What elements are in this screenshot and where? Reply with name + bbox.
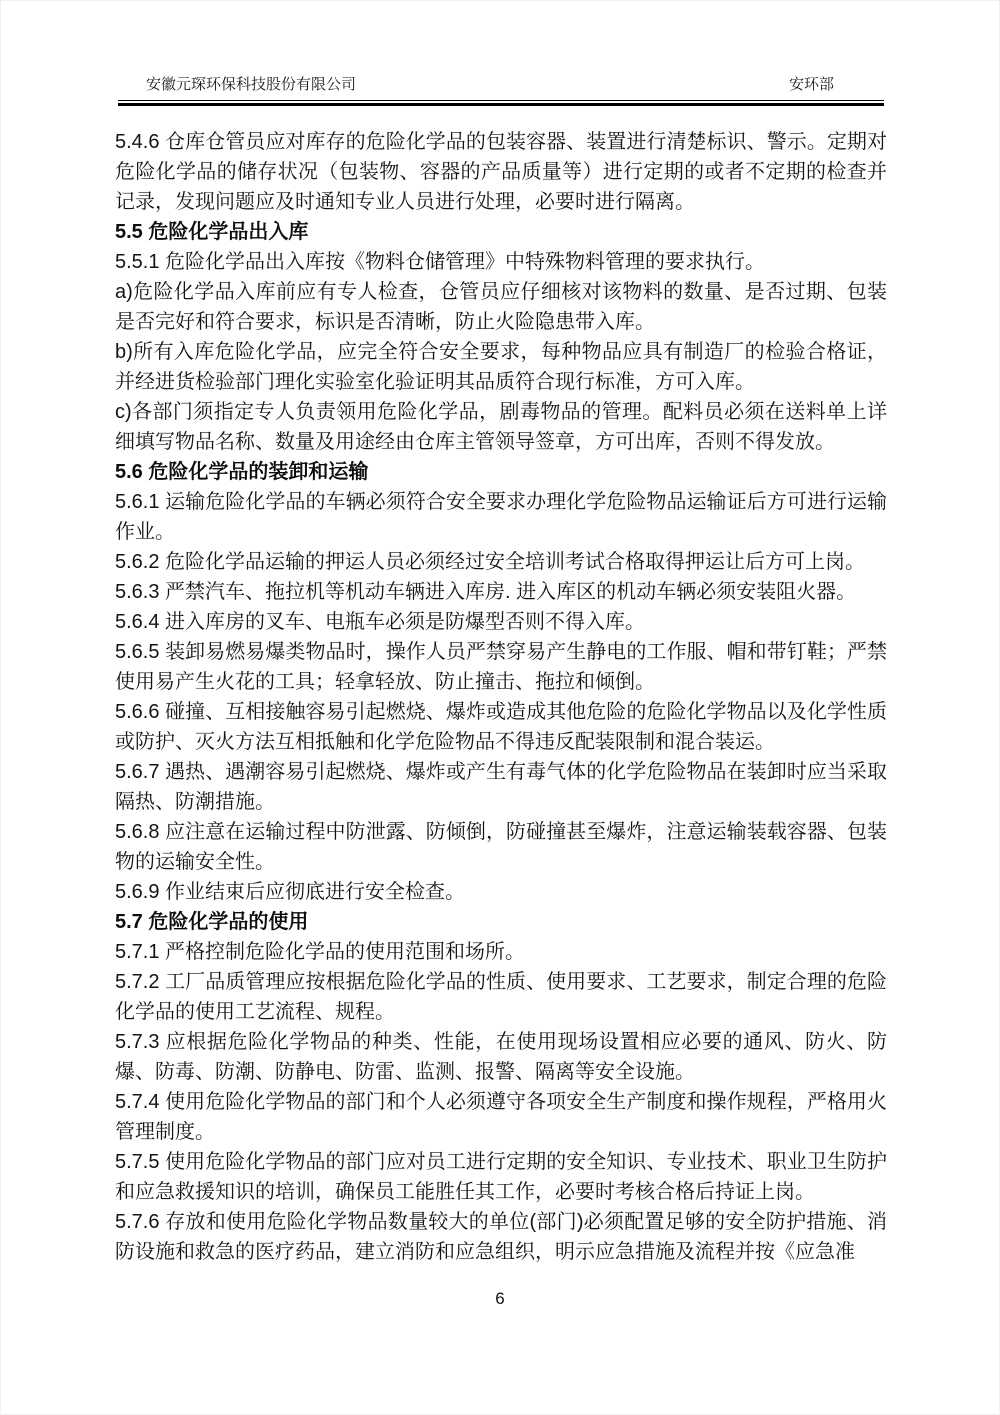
body-paragraph: 5.6.1 运输危险化学品的车辆必须符合安全要求办理化学危险物品运输证后方可进行运输作业。 [115,491,887,543]
department-label: 安环部 [788,76,834,93]
section-heading: 5.7 危险化学品的使用 [115,911,309,933]
document-body [115,127,887,1267]
body-paragraph: a)危险化学品入库前应有专人检查，仓管员应仔细核对该物料的数量、是否过期、包装是否完好和符合要求，标识是否清晰，防止火险隐患带入库。 [115,281,887,333]
body-paragraph: 5.6.5 装卸易燃易爆类物品时，操作人员严禁穿易产生静电的工作服、帽和带钉鞋；严禁使用易产生火花的工具；轻拿轻放、防止撞击、拖拉和倾倒。 [115,641,887,693]
body-paragraph: c)各部门须指定专人负责领用危险化学品，剧毒物品的管理。配料员必须在送料单上详细填写物品名称、数量及用途经由仓库主管领导签章，方可出库，否则不得发放。 [115,401,887,453]
body-paragraph: 5.7.5 使用危险化学物品的部门应对员工进行定期的安全知识、专业技术、职业卫生防护和应急救援知识的培训，确保员工能胜任其工作，必要时考核合格后持证上岗。 [115,1151,887,1203]
header-divider [118,100,884,106]
body-paragraph: 5.7.4 使用危险化学物品的部门和个人必须遵守各项安全生产制度和操作规程，严格用火管理制度。 [115,1091,887,1143]
body-paragraph: 5.6.2 危险化学品运输的押运人员必须经过安全培训考试合格取得押运让后方可上岗。 [115,551,866,573]
body-paragraph: 5.5.1 危险化学品出入库按《物料仓储管理》中特殊物料管理的要求执行。 [115,251,766,273]
page-header [118,75,884,95]
section-heading: 5.6 危险化学品的装卸和运输 [115,461,369,483]
body-paragraph: 5.4.6 仓库仓管员应对库存的危险化学品的包装容器、装置进行清楚标识、警示。定期对危险化学品的储存状况（包装物、容器的产品质量等）进行定期的或者不定期的检查并记录，发现问题应及时通知专业人员进行处理，必要时进行隔离。 [115,131,887,213]
body-paragraph: 5.6.8 应注意在运输过程中防泄露、防倾倒，防碰撞甚至爆炸，注意运输装载容器、包装物的运输安全性。 [115,821,887,873]
body-paragraph: 5.7.6 存放和使用危险化学物品数量较大的单位(部门)必须配置足够的安全防护措施、消防设施和救急的医疗药品，建立消防和应急组织，明示应急措施及流程并按《应急准 [115,1211,887,1263]
body-paragraph: 5.7.3 应根据危险化学物品的种类、性能，在使用现场设置相应必要的通风、防火、防爆、防毒、防潮、防静电、防雷、监测、报警、隔离等安全设施。 [115,1031,887,1083]
body-paragraph: 5.6.4 进入库房的叉车、电瓶车必须是防爆型否则不得入库。 [115,611,646,633]
body-paragraph: 5.7.2 工厂品质管理应按根据危险化学品的性质、使用要求、工艺要求，制定合理的危险化学品的使用工艺流程、规程。 [115,971,887,1023]
body-paragraph: 5.6.3 严禁汽车、拖拉机等机动车辆进入库房. 进入库区的机动车辆必须安装阻火器。 [115,581,857,603]
company-name: 安徽元琛环保科技股份有限公司 [146,76,357,93]
body-paragraph: 5.6.7 遇热、遇潮容易引起燃烧、爆炸或产生有毒气体的化学危险物品在装卸时应当采取隔热、防潮措施。 [115,761,887,813]
body-paragraph: 5.6.9 作业结束后应彻底进行安全检查。 [115,881,466,903]
body-paragraph: 5.7.1 严格控制危险化学品的使用范围和场所。 [115,941,526,963]
body-paragraph: b)所有入库危险化学品，应完全符合安全要求，每种物品应具有制造厂的检验合格证，并经进货检验部门理化实验室化验证明其品质符合现行标准，方可入库。 [115,341,887,393]
body-paragraph: 5.6.6 碰撞、互相接触容易引起燃烧、爆炸或造成其他危险的危险化学物品以及化学性质或防护、灭火方法互相抵触和化学危险物品不得违反配装限制和混合装运。 [115,701,887,753]
section-heading: 5.5 危险化学品出入库 [115,221,309,243]
page-number: 6 [495,1289,505,1308]
